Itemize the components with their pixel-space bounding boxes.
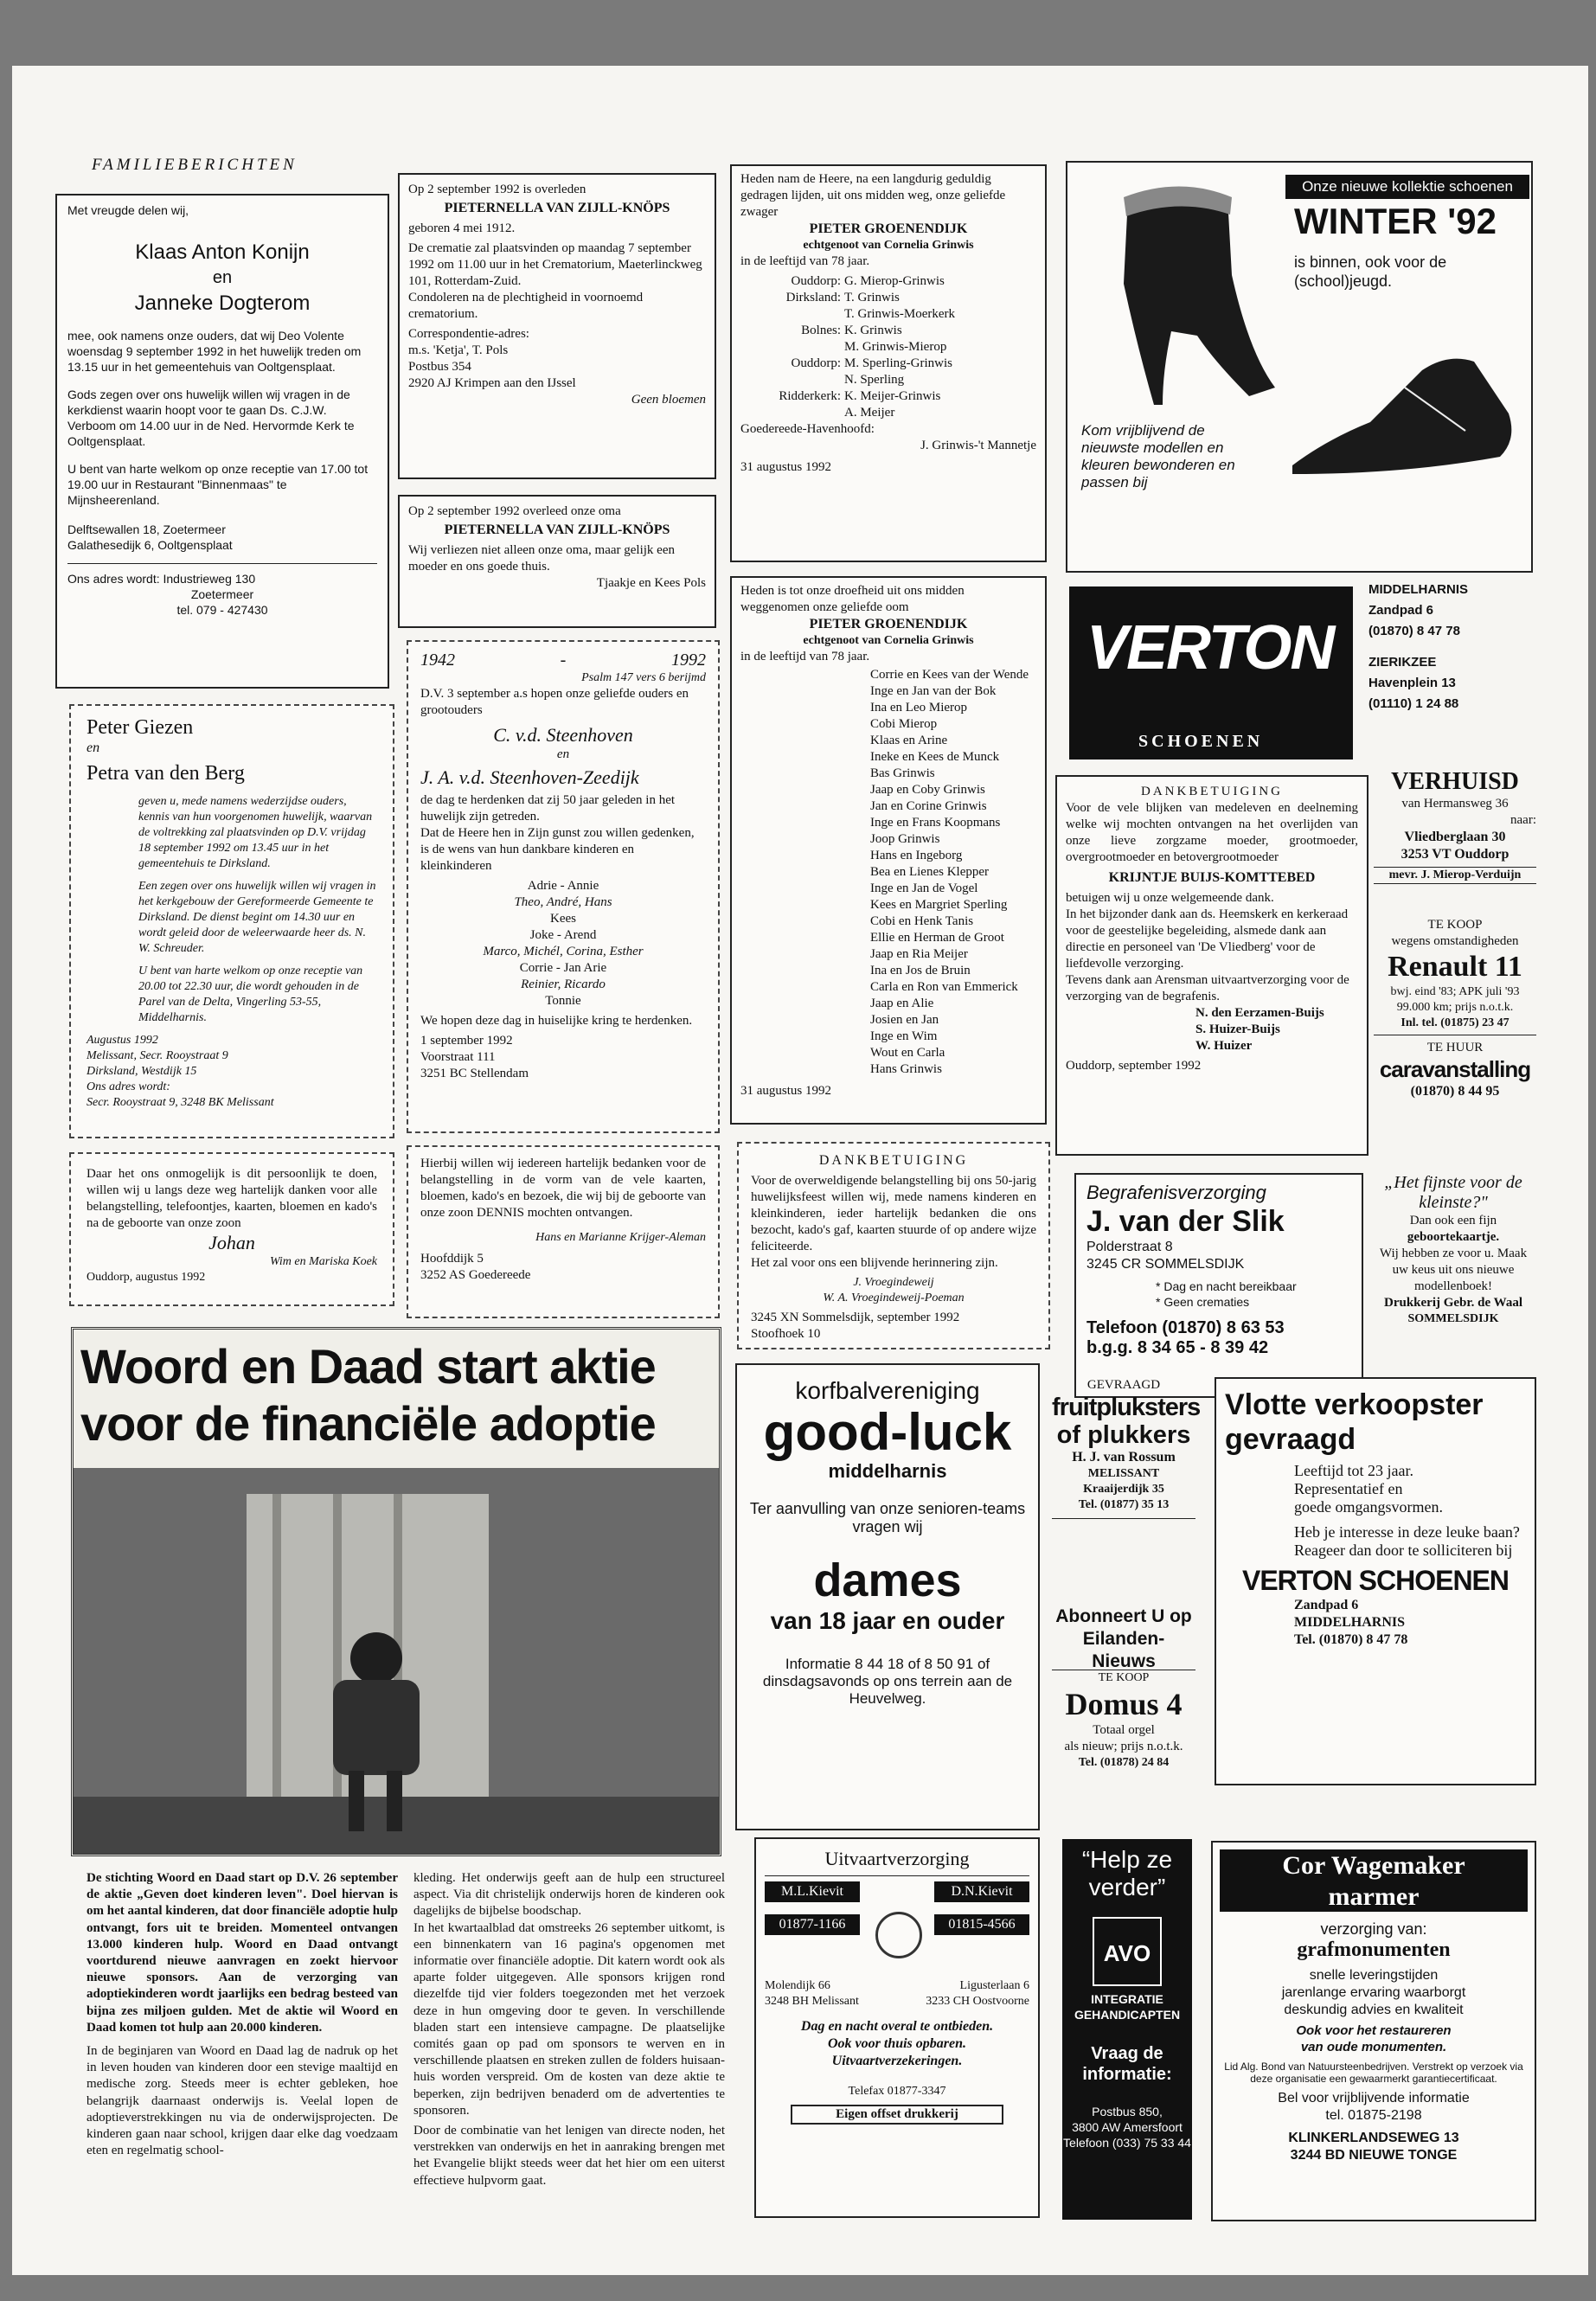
shoe-illustration — [1275, 336, 1526, 491]
groom-name: Peter Giezen — [87, 716, 194, 739]
list-item: Hans Grinwis — [870, 1062, 942, 1076]
list-item: Ineke en Kees de Munck — [870, 750, 1000, 764]
family-row: A. Meijer — [844, 406, 895, 420]
list-item: Cobi en Henk Tanis — [870, 914, 974, 928]
avo-logo: AVO — [1093, 1917, 1162, 1986]
list-item: Bas Grinwis — [870, 766, 935, 780]
bride-name: Petra van den Berg — [87, 762, 245, 785]
funeral-kievit-ad: Uitvaartverzorging M.L.Kievit D.N.Kievit 01877-1166 01815-4566 Molendijk 66 3248 BH Melissant Ligusterlaan 6 3233 CH Oostvoorne Dag en nacht overal te ontbieden. Ook voor thuis opbaren. Uitvaartverzekeringen. Telefax 01877-3347 Eigen offset drukkerij — [754, 1837, 1040, 2218]
thanks-johan: Daar het ons onmogelijk is dit persoonlijk te doen, willen wij u langs deze weg hartelijk danken voor alle belangstelling, telefoontjes, kaarten, bloemen en kado's na de geboorte van onze zoon Johan Wim en Mariska Koek Ouddorp, augustus 1992 — [69, 1152, 394, 1306]
verton-addresses: MIDDELHARNIS Zandpad 6 (01870) 8 47 78 ZIERIKZEE Havenplein 13 (01110) 1 24 88 — [1368, 582, 1468, 711]
article-col-2: kleding. Het onderwijs geeft aan de hulp een structureel aspect. Via dit christelijk onderwijs horen de kinderen ook dagelijks de bijbelse boodschap. In het kwartaalblad dat omstreeks 26 september uitkomt, is een binnenkatern van 16 pagina's opgenomen met informatie over financiële adoptie. Dit katern wordt ook als aparte folder uitgegeven. Alle sponsors krijgen rond diezelfde tijd vier folders toegezonden met het verzoek deze in hun omgeving door te geven. In verschillende bladen start een intensieve campagne. De plaatselijke comités gaan op pad om sponsors te werven en in verschillende plaatsen en streken zullen de folders huisaan-huis worden verspreid. Om de kosten van deze aktie te beperken, zijn bedrijven benaderd om de advertenties te sponsoren. Door de combinatie van het lenigen van directe noden, het verstrekken van onderwijs en het in aanraking brengen met het Evangelie blijkt steeds weer dat het hier om een uiterst effectieve hulpvorm gaat. — [413, 1871, 725, 2188]
wedding-announcement-konijn: Met vreugde delen wij, Klaas Anton Konijn en Janneke Dogterom mee, ook namens onze ouders, dat wij Deo Volente woensdag 9 september 1992 in het huwelijk treden om 13.15 uur in het gemeentehuis van Ooltgensplaat. Gods zegen over ons huwelijk willen wij vragen in de kerkdienst waarin hoopt voor te gaan Ds. C.J.W. Verboom om 14.00 uur in de Ned. Hervormde Kerk te Ooltgensplaat. U bent van harte welkom op onze receptie van 17.00 tot 19.00 uur in Restaurant "Binnenmaas" te Mijnsheerenland. Delftsewallen 18, Zoetermeer Galathesedijk 6, Ooltgensplaat Ons adres wordt: Industrieweg 130 Zoetermeer tel. 079 - 427430 — [55, 194, 389, 689]
list-item: Josien en Jan — [870, 1013, 939, 1027]
list-item: Corrie en Kees van der Wende — [870, 668, 1029, 682]
obituary-knops-2: Op 2 september 1992 overleed onze oma PIETERNELLA VAN ZIJLL-KNÖPS Wij verliezen niet alleen onze oma, maar gelijk een moeder en ons goede thuis. Tjaakje en Kees Pols — [398, 495, 716, 628]
winter-headline: WINTER '92 — [1294, 201, 1497, 241]
caravan-storage: TE HUUR caravanstalling (01870) 8 44 95 — [1379, 1041, 1531, 1099]
wedding-announcement-giezen: Peter Giezen en Petra van den Berg geven u, mede namens wederzijdse ouders, kennis van hun voorgenomen huwelijk, waarvan de voltrekking zal plaatsvinden op D.V. vrijdag 18 september 1992 om 13.45 uur in het gemeentehuis te Dirksland. Een zegen over ons huwelijk willen wij vragen in het kerkgebouw der Gereformeerde Gemeente te Dirksland. De dienst begint om 14.30 uur en wordt geleid door de weleerwaarde heer ds. N. W. Schreuder. U bent van harte welkom op onze receptie van 20.00 tot 22.30 uur, die wordt gehouden in de Parel van de Delta, Vingerling 53-55, Middelharnis. Augustus 1992 Melissant, Secr. Rooystraat 9 Dirksland, Westdijk 15 Ons adres wordt: Secr. Rooystraat 9, 3248 BK Melissant — [69, 704, 394, 1138]
list-item: Inge en Wim — [870, 1029, 938, 1043]
family-row: Ouddorp: M. Sperling-Grinwis — [791, 356, 952, 370]
groom-name: Klaas Anton Konijn — [135, 240, 310, 264]
family-row: Ridderkerk: K. Meijer-Grinwis — [779, 389, 941, 403]
korfbal-ad: korfbalvereniging good-luck middelharnis Ter aanvulling van onze senioren-teams vragen wij dames van 18 jaar en ouder Informatie 8 44 18 of 8 50 91 of dinsdagsavonds op ons terrein aan de Heuvelweg. — [735, 1363, 1040, 1830]
article-headline: Woord en Daad start aktie voor de financiële adoptie — [80, 1339, 656, 1451]
list-item: Klaas en Arine — [870, 734, 948, 747]
thanks-dennis: Hierbij willen wij iedereen hartelijk bedanken voor de belangstelling in de vorm van de vele kaarten, bloemen, kado's en bezoek, die wij bij de geboorte van onze zoon DENNIS mochten ontvangen. Hans en Marianne Krijger-Aleman Hoofddijk 5 3252 AS Goedereede — [407, 1145, 720, 1318]
saleswoman-wanted-ad: Vlotte verkoopster gevraagd Leeftijd tot 23 jaar. Representatief en goede omgangsvormen. Heb je interesse in deze leuke baan? Reageer dan door te solliciteren bij VERTON SCHOENEN Zandpad 6 MIDDELHARNIS Tel. (01870) 8 47 78 — [1215, 1377, 1536, 1785]
list-item: Ina en Leo Mierop — [870, 701, 968, 715]
anniversary-steenhoven: 1942 - 1992 Psalm 147 vers 6 berijmd D.V. 3 september a.s hopen onze geliefde ouders en grootouders C. v.d. Steenhoven en J. A. v.d. Steenhoven-Zeedijk de dag te herdenken dat zij 50 jaar geleden in het huwelijk zijn getreden. Dat de Heere hen in Zijn gunst zou willen gedenken, is de wens van hun dankbare kinderen en kleinkinderen Adrie - Annie Theo, André, Hans Kees Joke - Arend Marco, Michél, Corina, Esther Corrie - Jan Arie Reinier, Ricardo Tonnie We hopen deze dag in huiselijke kring te herdenken. 1 september 1992 Voorstraat 111 3251 BC Stellendam — [407, 640, 720, 1133]
thanks-buijs: DANKBETUIGING Voor de vele blijken van medeleven en deelneming welke wij mochten ontvangen na het overlijden van onze lieve zorgzame moeder, grootmoeder, overgrootmoeder en betovergrootmoeder KRIJNTJE BUIJS-KOMTTEBED betuigen wij u onze welgemeende dank. In het bijzonder dank aan ds. Heemskerk en kerkeraad voor de geestelijke begeleiding, alsmede dank aan directie en personeel van 'De Vliedberg' voor de liefdevolle verzorging. Tevens dank aan Arensman uitvaartverzorging voor de verzorging van de begrafenis. N. den Eerzamen-Buijs S. Huizer-Buijs W. Huizer Ouddorp, september 1992 — [1055, 775, 1368, 1156]
list-item: Inge en Frans Koopmans — [870, 816, 1001, 830]
family-row: N. Sperling — [844, 373, 905, 387]
obituary-knops-1: Op 2 september 1992 is overleden PIETERNELLA VAN ZIJLL-KNÖPS geboren 4 mei 1912. De crematie zal plaatsvinden op maandag 7 september 1992 om 11.00 uur in het Crematorium, Maeterlinckweg 101, Rotterdam-Zuid. Condoleren na de plechtigheid in voornoemd crematorium. Correspondentie-adres: m.s. 'Ketja', T. Pols Postbus 354 2920 AJ Krimpen aan den IJssel Geen bloemen — [398, 173, 716, 479]
fruit-pickers-ad: GEVRAAGD fruitpluksters of plukkers H. J. van Rossum MELISSANT Kraaijerdijk 35 Tel. (01877) 35 13 — [1052, 1377, 1195, 1519]
newspaper-page — [12, 66, 1588, 2275]
list-item: Jaap en Alie — [870, 997, 934, 1010]
list-item: Carla en Ron van Emmerick — [870, 980, 1018, 994]
section-header: FAMILIEBERICHTEN — [92, 156, 298, 174]
family-list — [870, 667, 1036, 1078]
list-item: Jaap en Ria Meijer — [870, 947, 968, 961]
cor-wagemaker-ad: Cor Wagemaker marmer verzorging van: grafmonumenten snelle leveringstijden jarenlange ervaring waarborgt deskundig advies en kwaliteit Ook voor het restaureren van oude monumenten. Lid Alg. Bond van Natuursteenbedrijven. Verstrekt op verzoek via deze organisatie een gewaarmerkt garantiecertificaat. Bel voor vrijblijvende informatie tel. 01875-2198 KLINKERLANDSEWEG 13 3244 BD NIEUWE TONGE — [1211, 1841, 1536, 2221]
article-photo-frame — [71, 1327, 721, 1856]
boot-illustration — [1076, 171, 1292, 413]
child-photo — [74, 1468, 721, 1856]
list-item: Jaap en Coby Grinwis — [870, 783, 985, 797]
list-item: Inge en Jan van der Bok — [870, 684, 997, 698]
list-item: Jan en Corine Grinwis — [870, 799, 987, 813]
list-item: Ina en Jos de Bruin — [870, 964, 971, 977]
verton-logo: VERTON SCHOENEN — [1069, 586, 1353, 760]
family-row: M. Grinwis-Mierop — [844, 340, 947, 354]
bride-name: Janneke Dogterom — [134, 292, 311, 315]
funeral-van-der-slik: Begrafenisverzorging J. van der Slik Polderstraat 8 3245 CR SOMMELSDIJK * Dag en nacht bereikbaar * Geen crematies Telefoon (01870) 8 63 53 b.g.g. 8 34 65 - 8 39 42 — [1074, 1173, 1363, 1398]
family-row: Dirksland: T. Grinwis — [785, 291, 900, 304]
family-row: T. Grinwis-Moerkerk — [844, 307, 956, 321]
logo-emblem — [875, 1912, 922, 1958]
article-col-1: De stichting Woord en Daad start op D.V. 26 september de aktie „Geven doet kinderen leven". Doel hiervan is om het aantal kinderen, dat door financiële adoptie hulp ontvangt, fors uit te breiden. Momenteel ontvangen 13.000 kinderen hulp. Woord en Daad ontvangt voortdurend nieuwe aanvragen en zoekt hiervoor nieuwe sponsors. Aan de verzorging van adoptiekinderen wordt jaarlijks een bedrag besteed van bijna zes miljoen gulden. Met de aktie wil Woord en Daad komen tot hulp aan 20.000 kinderen. In de beginjaren van Woord en Daad lag de nadruk op het in leven houden van kinderen door een stevige maaltijd en medische zorg. Steeds meer is echter gebleken, hoe belangrijk daarnaast onderwijs is. Veelal lopen de adoptieverstrekkingen nu via de onderwijsprojecten. De kinderen gaan naar school, krijgen daar elke dag voedzaam eten en regelmatig school- — [87, 1871, 398, 2158]
avo-ad: “Help ze verder” AVO INTEGRATIE GEHANDICAPTEN Vraag de informatie: Postbus 850, 3800 AW Amersfoort Telefoon (033) 75 33 44 — [1062, 1839, 1192, 2220]
list-item: Joop Grinwis — [870, 832, 940, 846]
list-item: Hans en Ingeborg — [870, 849, 963, 862]
list-item: Cobi Mierop — [870, 717, 938, 731]
list-item: Inge en Jan de Vogel — [870, 881, 978, 895]
list-item: Wout en Carla — [870, 1046, 945, 1060]
family-list — [740, 273, 1036, 421]
domus-organ-ad: TE KOOP Domus 4 Totaal orgel als nieuw; prijs n.o.t.k. Tel. (01878) 24 84 — [1052, 1670, 1195, 1771]
subscribe-ad: Abonneert U op Eilanden-Nieuws — [1055, 1606, 1192, 1671]
moved-notice: VERHUISD van Hermansweg 36 naar: Vliedberglaan 30 3253 VT Ouddorp mevr. J. Mierop-Verduijn — [1374, 768, 1536, 884]
thanks-vroegindeweij: DANKBETUIGING Voor de overweldigende belangstelling bij ons 50-jarig huwelijksfeest willen wij, mede namens kinderen en kleinkinderen, ieder hartelijk bedanken die ons bezocht, kado's gaf, kaarten stuurde of op andere wijze feliciteerde. Het zal voor ons een blijvende herinnering zijn. J. Vroegindeweij W. A. Vroegindeweij-Poeman 3245 XN Sommelsdijk, september 1992 Stoofhoek 10 — [737, 1142, 1050, 1349]
intro: Met vreugde delen wij, — [67, 203, 189, 217]
obituary-groenendijk-1: Heden nam de Heere, na een langdurig geduldig gedragen lijden, uit ons midden weg, onze geliefde zwager PIETER GROENENDIJK echtgenoot van Cornelia Grinwis in de leeftijd van 78 jaar. Ouddorp: G. Mierop-Grinwis Dirksland: T. Grinwis T. Grinwis-Moerkerk Bolnes: K. Grinwis M. Grinwis-Mierop Ouddorp: M. Sperling-Grinwis N. Sperling Ridderkerk: K. Meijer-Grinwis A. Meijer Goedereede-Havenhoofd: J. Grinwis-'t Mannetje 31 augustus 1992 — [730, 164, 1047, 562]
family-row: Ouddorp: G. Mierop-Grinwis — [791, 274, 945, 288]
list-item: Ellie en Herman de Groot — [870, 931, 1004, 945]
renault-for-sale: TE KOOP wegens omstandigheden Renault 11 bwj. eind '83; APK juli '93 99.000 km; prijs n.o.t.k. Inl. tel. (01875) 23 47 — [1374, 917, 1536, 1035]
winter-shoes-ad: Onze nieuwe kollektie schoenen WINTER '92 is binnen, ook voor de (school)jeugd. Kom vrijblijvend de nieuwste modellen en kleuren bewonderen en passen bij — [1066, 161, 1533, 573]
birth-cards-ad: „Het fijnste voor de kleinste?" Dan ook een fijn geboortekaartje. Wij hebben ze voor u. Maak uw keus uit ons nieuwe modellenboek! Drukkerij Gebr. de Waal SOMMELSDIJK — [1379, 1173, 1528, 1325]
family-row: Bolnes: K. Grinwis — [801, 324, 902, 337]
list-item: Bea en Lienes Klepper — [870, 865, 990, 879]
obituary-groenendijk-2: Heden is tot onze droefheid uit ons midden weggenomen onze geliefde oom PIETER GROENENDIJK echtgenoot van Cornelia Grinwis in de leeftijd van 78 jaar. Corrie en Kees van der Wende Inge en Jan van der Bok Ina en Leo Mierop Cobi Mierop Klaas en Arine Ineke en Kees de Munck Bas Grinwis Jaap en Coby Grinwis Jan en Corine Grinwis Inge en Frans Koopmans Joop Grinwis Hans en Ingeborg Bea en Lienes Klepper Inge en Jan de Vogel Kees en Margriet Sperling Cobi en Henk Tanis Ellie en Herman de Groot Jaap en Ria Meijer Ina en Jos de Bruin Carla en Ron van Emmerick Jaap en Alie Josien en Jan Inge en Wim Wout en Carla Hans Grinwis 31 augustus 1992 — [730, 576, 1047, 1125]
list-item: Kees en Margriet Sperling — [870, 898, 1008, 912]
